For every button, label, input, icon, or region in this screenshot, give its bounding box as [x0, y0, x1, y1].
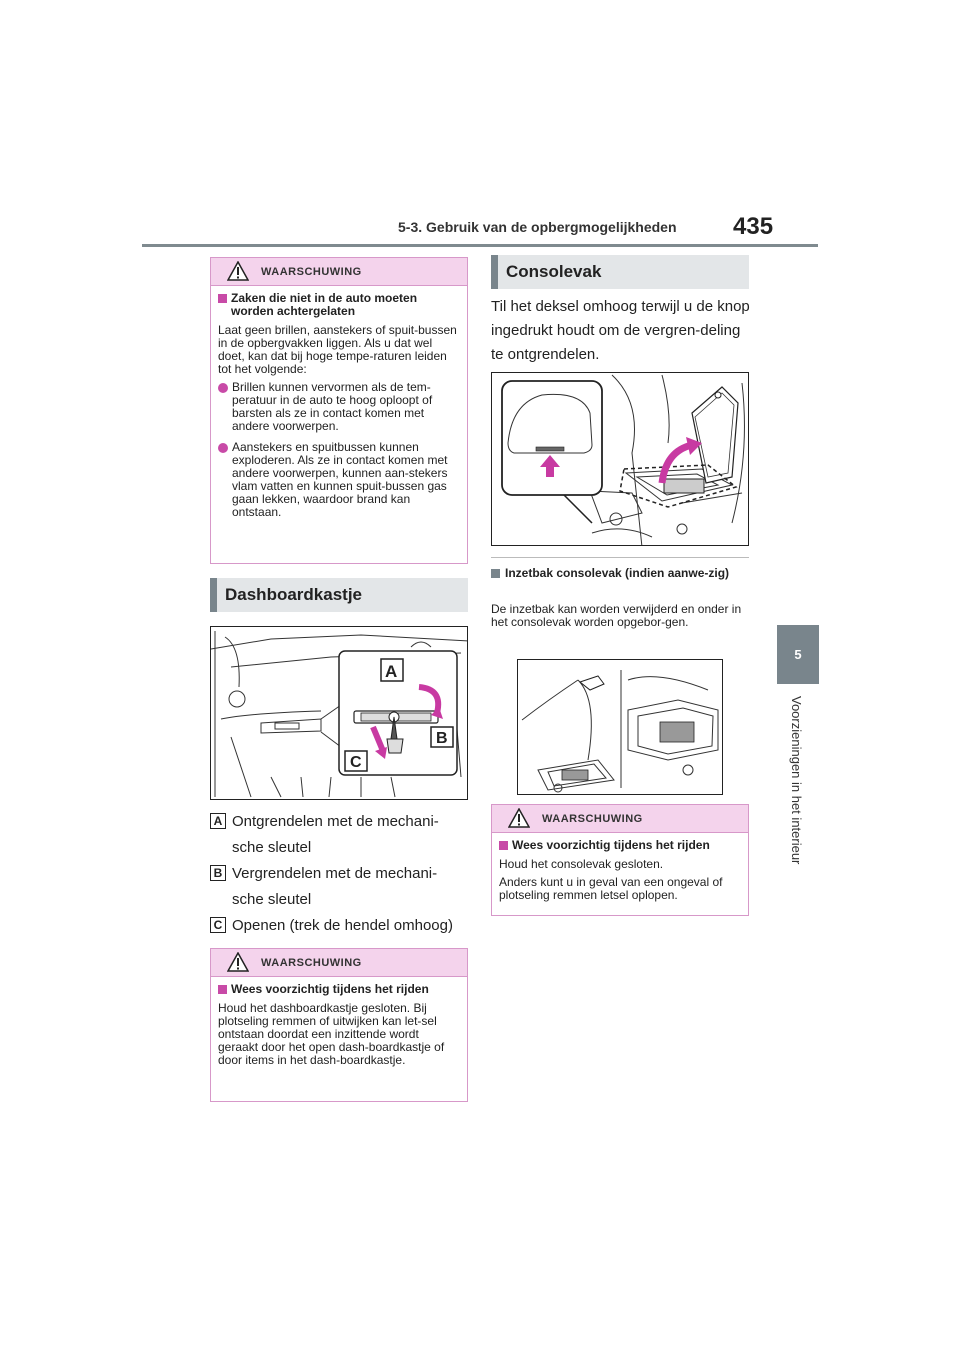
- header-divider: [142, 244, 818, 247]
- legend-letter-b: B: [210, 865, 226, 881]
- square-bullet-icon: [499, 841, 508, 850]
- legend-text-a-line1: Ontgrendelen met de mechani-: [232, 813, 439, 830]
- console-drawing: [492, 373, 749, 546]
- warning-heading: Zaken die niet in de auto moeten worden achtergelaten: [218, 292, 460, 318]
- console-intro: Til het deksel omhoog terwijl u de knop ingedrukt houdt om de vergren-deling te ontgrendelen.: [491, 298, 750, 363]
- console-tray-drawing: [518, 660, 723, 795]
- legend-letter-c: C: [210, 917, 226, 933]
- console-illustration: [491, 372, 749, 546]
- console-tray-illustration: [517, 659, 723, 795]
- section-heading-console: Consolevak: [491, 255, 749, 289]
- warning-header: [492, 805, 748, 833]
- legend-letter-a: A: [210, 813, 226, 829]
- bullet-dot-icon: [218, 383, 228, 393]
- warning-bullet: Brillen kunnen vervormen als de tem-peratuur in de auto te hoog oploopt of barsten als ze in contact komen met andere voorwerpen.: [218, 381, 460, 433]
- warning-box-glovebox: [210, 948, 468, 1102]
- section-title: 5-3. Gebruik van de opbergmogelijkheden: [398, 219, 677, 235]
- bullet-dot-icon: [218, 443, 228, 453]
- page-number: 435: [733, 213, 774, 240]
- chapter-tab: 5: [777, 625, 819, 684]
- warning-box-storage: [210, 257, 468, 564]
- legend-text-a-line2: sche sleutel: [232, 839, 312, 856]
- glovebox-illustration: [210, 626, 468, 800]
- warning-label: WAARSCHUWING: [261, 266, 362, 278]
- section-divider: [491, 557, 749, 558]
- svg-text:B: B: [436, 730, 448, 747]
- svg-text:C: C: [350, 754, 362, 771]
- warning-paragraph: Houd het consolevak gesloten.: [499, 857, 664, 871]
- chapter-title: [786, 696, 806, 896]
- legend-text-b-line2: sche sleutel: [232, 891, 312, 908]
- legend-text-c: Openen (trek de hendel omhoog): [232, 917, 453, 934]
- square-bullet-icon: [218, 985, 227, 994]
- warning-paragraph: Anders kunt u in geval van een ongeval of plotseling remmen letsel oplopen.: [499, 875, 723, 902]
- tray-description: De inzetbak kan worden verwijderd en onder in het consolevak worden opgebor-gen.: [491, 602, 742, 629]
- warning-icon: [227, 261, 249, 281]
- warning-icon: [508, 808, 530, 828]
- warning-heading: Wees voorzichtig tijdens het rijden: [218, 983, 460, 996]
- warning-label: WAARSCHUWING: [542, 813, 643, 825]
- legend-text-b-line1: Vergrendelen met de mechani-: [232, 865, 438, 882]
- warning-label: WAARSCHUWING: [261, 957, 362, 969]
- warning-icon: [227, 952, 249, 972]
- warning-box-console: [491, 804, 749, 916]
- tray-heading: Inzetbak consolevak (indien aanwe-zig): [491, 567, 749, 580]
- square-bullet-icon: [491, 569, 500, 578]
- warning-heading: Wees voorzichtig tijdens het rijden: [499, 839, 741, 852]
- chapter-title-text: Voorzieningen in het interieur: [789, 696, 804, 865]
- warning-bullet: Aanstekers en spuitbussen kunnen exploderen. Als ze in contact komen met andere voorwerpen, kunnen aan-stekers vlam vatten en kunnen spuit-bussen gas gaan lekken, waardoor brand kan ontstaan.: [218, 441, 460, 519]
- warning-paragraph: Laat geen brillen, aanstekers of spuit-bussen in de opbergvakken liggen. Als u dat wel doet, kan dat bij hoge tempe-raturen leiden tot het volgende:: [218, 323, 457, 376]
- square-bullet-icon: [218, 294, 227, 303]
- svg-text:A: A: [385, 662, 398, 681]
- section-heading-dashboard: Dashboardkastje: [210, 578, 468, 612]
- warning-header: [211, 258, 467, 286]
- warning-paragraph: Houd het dashboardkastje gesloten. Bij plotseling remmen of uitwijken kan let-sel ontstaan doordat een inzittende wordt geraakt door het open dash-boardkastje of door items in het dash-boardkastje.: [218, 1001, 445, 1067]
- glovebox-drawing: [211, 627, 468, 800]
- warning-header: [211, 949, 467, 977]
